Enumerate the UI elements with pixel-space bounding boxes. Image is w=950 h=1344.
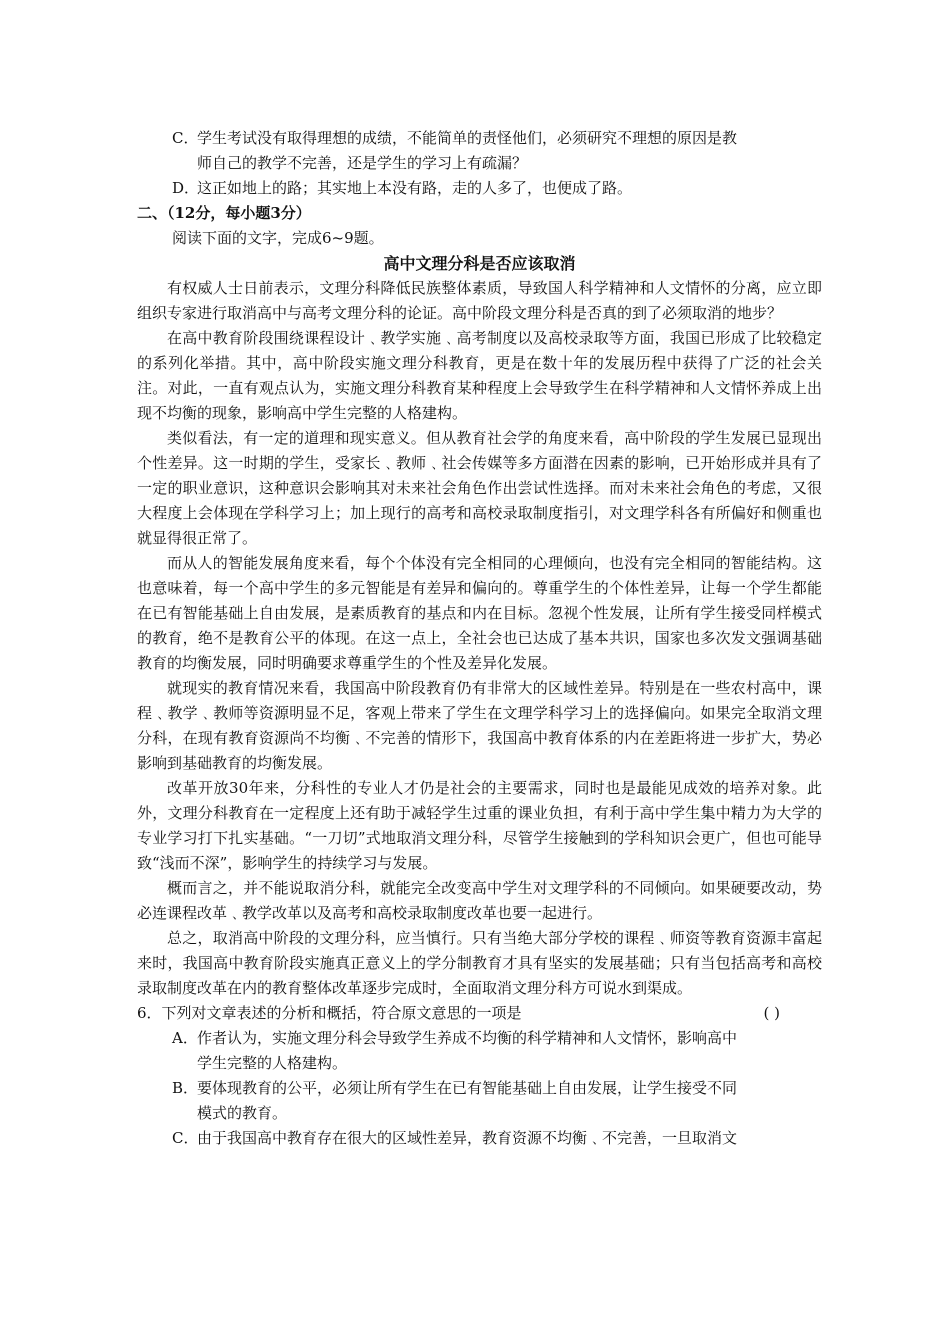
option-text: 要体现教育的公平，必须让所有学生在已有智能基础上自由发展，让学生接受不同 <box>197 1079 738 1097</box>
question-6 <box>137 1001 822 1026</box>
option-text: 模式的教育。 <box>197 1104 288 1122</box>
option-b <box>137 1076 822 1126</box>
option-label: D． <box>172 179 200 197</box>
option-text: 由于我国高中教育存在很大的区域性差异，教育资源不均衡﹑不完善，一旦取消文 <box>197 1129 738 1147</box>
article-paragraph: 概而言之，并不能说取消分科，就能完全改变高中学生对文理学科的不同倾向。如果硬要改动，势必连课程改革﹑教学改革以及高考和高校录取制度改革也要一起进行。 <box>137 879 822 922</box>
option-label: C． <box>172 1129 199 1147</box>
reading-instruction: 阅读下面的文字，完成6~9题。 <box>172 229 384 247</box>
option-label: A． <box>172 1029 198 1047</box>
option-a <box>137 1026 822 1076</box>
option-label: B． <box>172 1079 199 1097</box>
article-paragraph: 在高中教育阶段围绕课程设计﹑教学实施﹑高考制度以及高校录取等方面，我国已形成了比较稳定的系列化举措。其中，高中阶段实施文理分科教育，更是在数十年的发展历程中获得了广泛的社会关注。对此，一直有观点认为，实施文理分科教育某种程度上会导致学生在科学精神和人文情怀养成上出现不均衡的现象，影响高中学生完整的人格建构。 <box>137 329 822 422</box>
page-content <box>137 126 822 1151</box>
option-c <box>137 1126 822 1151</box>
article-paragraph: 就现实的教育情况来看，我国高中阶段教育仍有非常大的区域性差异。特别是在一些农村高中，课程﹑教学﹑教师等资源明显不足，客观上带来了学生在文理学科学习上的选择偏向。如果完全取消文理分科，在现有教育资源尚不均衡﹑不完善的情形下，我国高中教育体系的内在差距将进一步扩大，势必影响到基础教育的均衡发展。 <box>137 679 822 772</box>
option-text: 学生完整的人格建构。 <box>197 1054 348 1072</box>
option-text: 学生考试没有取得理想的成绩，不能简单的责怪他们，必须研究不理想的原因是教 <box>197 129 738 147</box>
option-c-prev <box>137 126 822 176</box>
section-heading: 二、（12分，每小题3分） <box>137 204 311 222</box>
option-d-prev <box>137 176 822 201</box>
article-paragraph: 类似看法，有一定的道理和现实意义。但从教育社会学的角度来看，高中阶段的学生发展已显现出个性差异。这一时期的学生，受家长﹑教师﹑社会传媒等多方面潜在因素的影响，已开始形成并具有了一定的职业意识，这种意识会影响其对未来社会角色作出尝试性选择。而对未来社会角色的考虑，又很大程度上会体现在学科学习上；加上现行的高考和高校录取制度指引，对文理学科各有所偏好和侧重也就显得很正常了。 <box>137 429 822 547</box>
option-label: C． <box>172 129 199 147</box>
question-stem: 6．下列对文章表述的分析和概括，符合原文意思的一项是 <box>137 1004 522 1022</box>
article-paragraph: 有权威人士日前表示，文理分科降低民族整体素质，导致国人科学精神和人文情怀的分离，应立即组织专家进行取消高中与高考文理分科的论证。高中阶段文理分科是否真的到了必须取消的地步？ <box>137 279 822 322</box>
article-paragraph: 总之，取消高中阶段的文理分科，应当慎行。只有当绝大部分学校的课程﹑师资等教育资源丰富起来时，我国高中教育阶段实施真正意义上的学分制教育才具有坚实的发展基础；只有当包括高考和高校录取制度改革在内的教育整体改革逐步完成时，全面取消文理分科方可说水到渠成。 <box>137 929 822 997</box>
article-body <box>137 276 822 1001</box>
article-paragraph: 而从人的智能发展角度来看，每个个体没有完全相同的心理倾向，也没有完全相同的智能结构。这也意味着，每一个高中学生的多元智能是有差异和偏向的。尊重学生的个体性差异，让每一个学生都能在已有智能基础上自由发展，是素质教育的基点和内在目标。忽视个性发展，让所有学生接受同样模式的教育，绝不是教育公平的体现。在这一点上，全社会也已达成了基本共识，国家也多次发文强调基础教育的均衡发展，同时明确要求尊重学生的个性及差异化发展。 <box>137 554 822 672</box>
option-text: 这正如地上的路；其实地上本没有路，走的人多了，也便成了路。 <box>197 179 633 197</box>
option-text: 作者认为，实施文理分科会导致学生养成不均衡的科学精神和人文情怀，影响高中 <box>197 1029 738 1047</box>
answer-blank: ( ) <box>763 1004 780 1022</box>
option-text: 师自己的教学不完善，还是学生的学习上有疏漏？ <box>197 154 528 172</box>
article-paragraph: 改革开放30年来，分科性的专业人才仍是社会的主要需求，同时也是最能见成效的培养对象。此外，文理分科教育在一定程度上还有助于减轻学生过重的课业负担，有利于高中学生集中精力为大学的专业学习打下扎实基础。“一刀切”式地取消文理分科，尽管学生接触到的学科知识会更广，但也可能导致“浅而不深”，影响学生的持续学习与发展。 <box>137 779 822 872</box>
article-title: 高中文理分科是否应该取消 <box>383 254 576 273</box>
